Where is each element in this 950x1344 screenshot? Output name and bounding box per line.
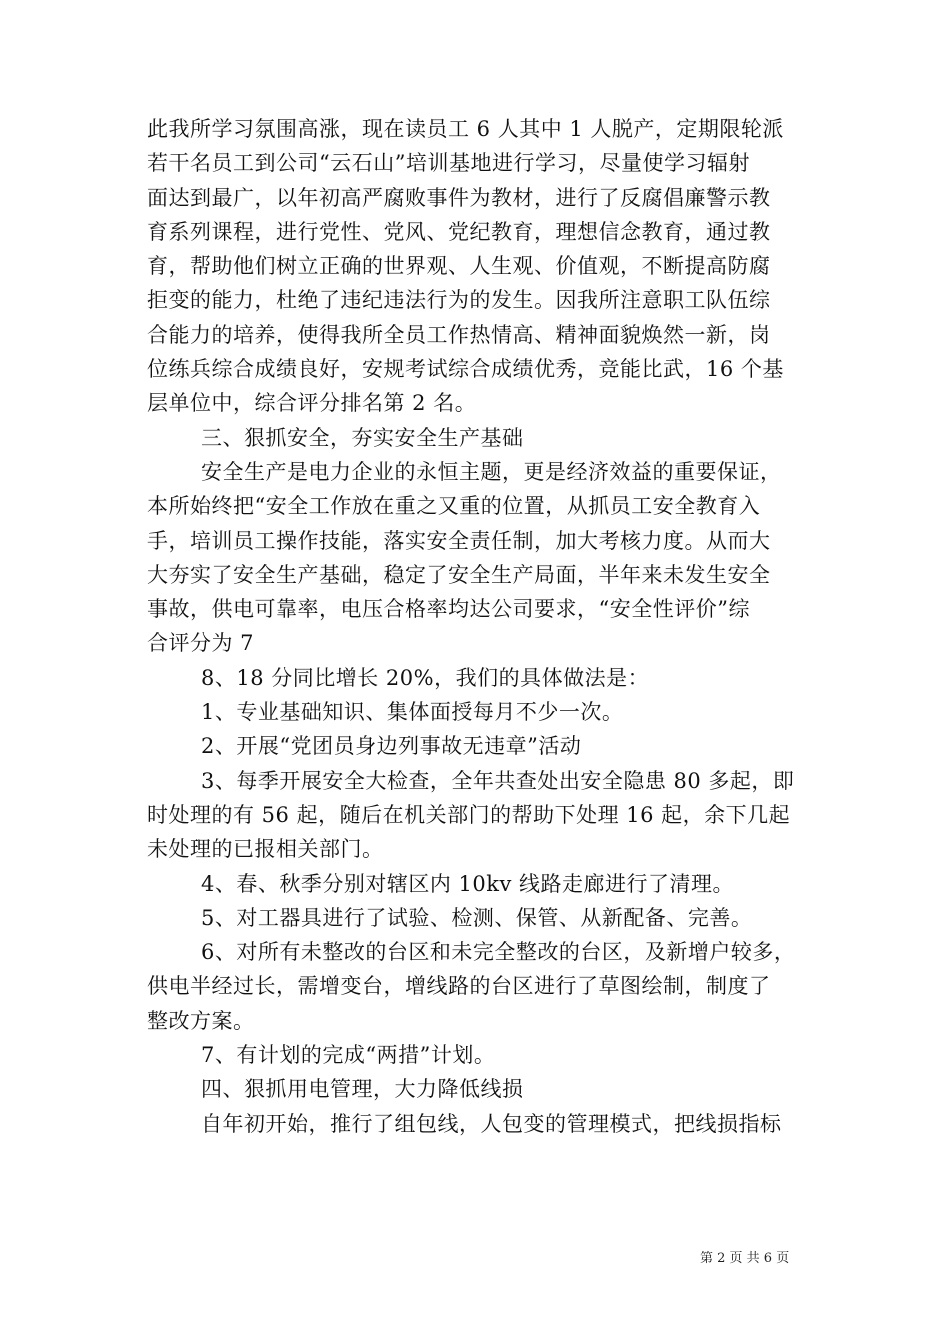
text-line: 此我所学习氛围高涨，现在读员工 6 人其中 1 人脱产，定期限轮派	[147, 117, 784, 141]
text-line: 自年初开始，推行了组包线，人包变的管理模式，把线损指标	[201, 1111, 782, 1136]
text-line: 供电半经过长，需增变台，增线路的台区进行了草图绘制，制度了	[147, 974, 771, 999]
text-line: 本所始终把“安全工作放在重之又重的位置，从抓员工安全教育入	[147, 494, 761, 519]
list-item: 5、对工器具进行了试验、检测、保管、从新配备、完善。	[201, 905, 753, 930]
text-line: 面达到最广，以年初高严腐败事件为教材，进行了反腐倡廉警示教	[147, 185, 771, 210]
section-heading: 三、狠抓安全，夯实安全生产基础	[201, 425, 524, 450]
text-line: 安全生产是电力企业的永恒主题，更是经济效益的重要保证，	[201, 459, 782, 484]
text-line: 未处理的已报相关部门。	[147, 837, 384, 862]
text-line: 育，帮助他们树立正确的世界观、人生观、价值观，不断提高防腐	[147, 254, 771, 279]
text-line: 大夯实了安全生产基础，稳定了安全生产局面，半年来未发生安全	[147, 562, 771, 587]
text-line: 合评分为 7	[147, 631, 255, 656]
list-item: 7、有计划的完成“两措”计划。	[201, 1043, 496, 1068]
text-line: 事故，供电可靠率，电压合格率均达公司要求，“安全性评价”综	[147, 597, 750, 622]
text-line: 手，培训员工操作技能，落实安全责任制，加大考核力度。从而大	[147, 528, 771, 553]
text-line: 育系列课程，进行党性、党风、党纪教育，理想信念教育，通过教	[147, 219, 771, 244]
document-body	[147, 112, 817, 1141]
list-item: 1、专业基础知识、集体面授每月不少一次。	[201, 700, 624, 725]
list-item: 6、对所有未整改的台区和未完全整改的台区，及新增户较多，	[201, 940, 796, 965]
text-line: 位练兵综合成绩良好，安规考试综合成绩优秀，竞能比武，16 个基	[147, 357, 784, 382]
text-line: 若干名员工到公司“云石山”培训基地进行学习，尽量使学习辐射	[147, 151, 750, 176]
page-number: 第 2 页 共 6 页	[700, 1251, 790, 1266]
list-item: 4、春、秋季分别对辖区内 10kv 线路走廊进行了清理。	[201, 871, 735, 896]
text-line: 整改方案。	[147, 1008, 255, 1033]
text-line: 合能力的培养，使得我所全员工作热情高、精神面貌焕然一新，岗	[147, 322, 771, 347]
list-item: 2、开展“党团员身边列事故无违章”活动	[201, 734, 582, 759]
text-line: 层单位中，综合评分排名第 2 名。	[147, 391, 477, 416]
text-line: 拒变的能力，杜绝了违纪违法行为的发生。因我所注意职工队伍综	[147, 288, 771, 313]
text-line: 8、18 分同比增长 20%，我们的具体做法是：	[201, 665, 650, 690]
section-heading: 四、狠抓用电管理，大力降低线损	[201, 1077, 524, 1102]
text-line: 时处理的有 56 起，随后在机关部门的帮助下处理 16 起，余下几起	[147, 802, 791, 827]
list-item: 3、每季开展安全大检查，全年共查处出安全隐患 80 多起，即	[201, 768, 795, 793]
